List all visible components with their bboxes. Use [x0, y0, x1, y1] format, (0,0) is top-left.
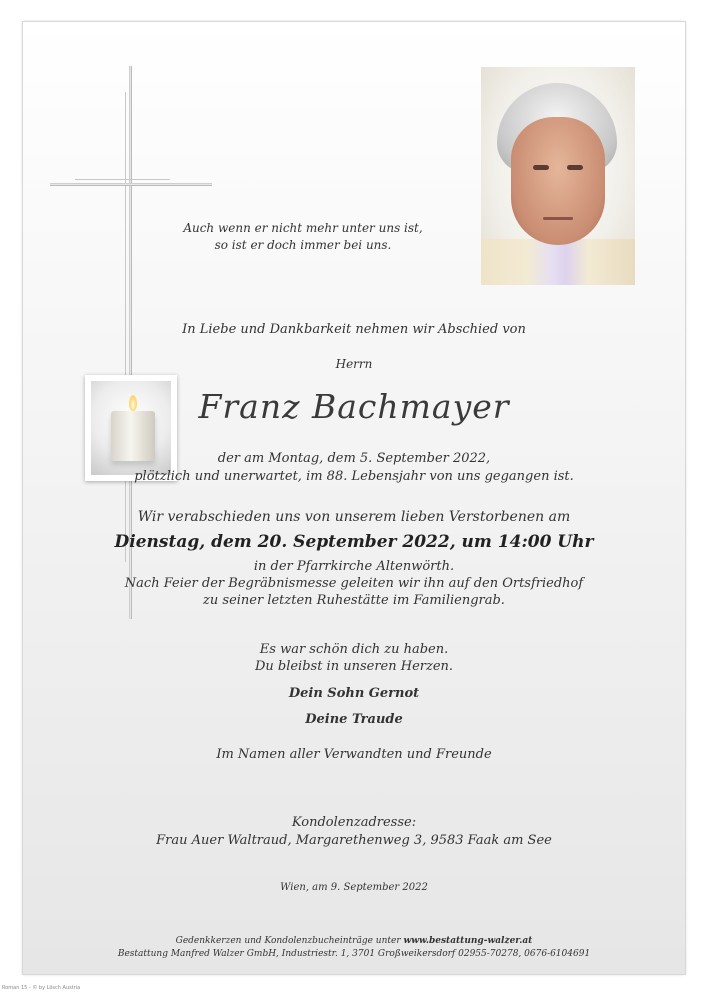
mourner: Dein Sohn Gernot	[288, 686, 420, 701]
portrait-mouth	[543, 217, 573, 220]
mourner: Deine Traude	[305, 712, 403, 727]
quote-line: Es war schön dich zu haben.	[259, 642, 449, 657]
portrait-face	[511, 117, 605, 245]
motto-line: Auch wenn er nicht mehr unter uns ist,	[183, 221, 423, 235]
ceremony-line: zu seiner letzten Ruhestätte im Familiengrab.	[203, 593, 505, 608]
deceased-name: Franz Bachmayer	[198, 387, 510, 426]
quote-line: Du bleibst in unseren Herzen.	[254, 659, 454, 674]
condolence-label: Kondolenzadresse:	[291, 815, 417, 830]
ceremony-line: in der Pfarrkirche Altenwörth.	[253, 559, 455, 574]
footer-text: Gedenkkerzen und Kondolenzbucheinträge unter	[175, 936, 404, 946]
cross-bar-shadow	[75, 179, 170, 180]
place-date: Wien, am 9. September 2022	[280, 882, 428, 893]
portrait-shirt	[481, 239, 635, 285]
relatives-line: Im Namen aller Verwandten und Freunde	[216, 747, 492, 762]
obituary-card	[23, 22, 685, 974]
print-code: Roman 15 - © by Lösch Austria	[2, 985, 81, 991]
motto	[153, 220, 453, 254]
death-line: plötzlich und unerwartet, im 88. Lebensjahr von uns gegangen ist.	[134, 469, 574, 484]
portrait-eye-left	[533, 165, 549, 170]
footer-address: Bestattung Manfred Walzer GmbH, Industriestr. 1, 3701 Großweikersdorf 02955-70278, 0676-6104691	[117, 949, 591, 959]
website-link[interactable]: www.bestattung-walzer.at	[403, 936, 533, 946]
salutation: Herrn	[335, 357, 373, 371]
portrait-eye-right	[567, 165, 583, 170]
cross-bar	[50, 183, 212, 186]
death-line: der am Montag, dem 5. September 2022,	[217, 451, 491, 466]
ceremony-line: Nach Feier der Begräbnismesse geleiten wir ihn auf den Ortsfriedhof	[124, 576, 584, 591]
motto-line: so ist er doch immer bei uns.	[214, 238, 392, 252]
footer-line	[23, 936, 685, 946]
portrait-photo	[481, 67, 635, 285]
condolence-address: Frau Auer Waltraud, Margarethenweg 3, 9583 Faak am See	[156, 833, 552, 848]
farewell-intro: Wir verabschieden uns von unserem lieben Verstorbenen am	[137, 509, 571, 525]
farewell-date: Dienstag, dem 20. September 2022, um 14:00 Uhr	[114, 532, 594, 552]
intro-text: In Liebe und Dankbarkeit nehmen wir Abschied von	[182, 322, 526, 337]
